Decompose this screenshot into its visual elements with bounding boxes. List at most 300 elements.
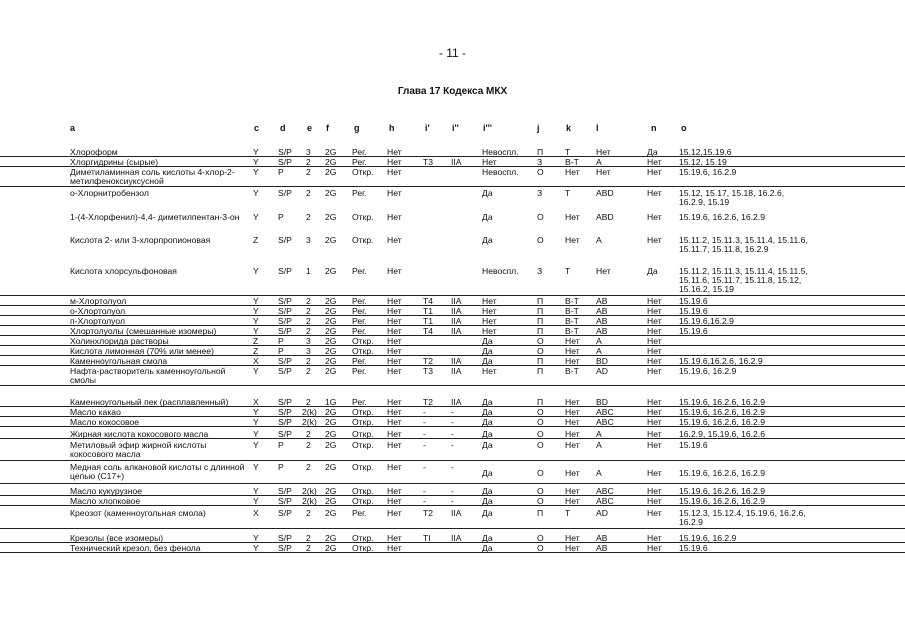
cell-g: Рег. [352,147,367,157]
cell-d: S/P [278,266,292,276]
cell-n: Нет [647,417,662,427]
cell-g: Рег. [352,508,367,518]
cell-g: Откр. [352,429,374,439]
cell-h: Нет [387,346,402,356]
cell-g: Откр. [352,235,374,245]
cell-g: Откр. [352,167,374,177]
cell-f: 2G [325,336,337,346]
table-row [0,316,905,326]
cell-e: 2 [306,462,311,472]
cell-j: О [537,440,544,450]
cell-n: Да [647,266,658,276]
cell-n: Нет [647,366,662,376]
cell-i2: - [451,429,454,439]
cell-k: Т [565,147,571,157]
cell-k: В-Т [565,316,579,326]
cell-h: Нет [387,440,402,450]
cell-c: Y [253,316,259,326]
cell-h: Нет [387,296,402,306]
cell-o: 15.19.6 [679,296,708,306]
cell-d: S/P [278,147,292,157]
table-row [0,440,905,461]
cell-d: P [278,212,284,222]
cell-j: П [537,316,544,326]
cell-i3: Да [482,407,493,417]
cell-e: 2 [306,543,311,553]
table-row [0,496,905,506]
substance-name: Масло хлопковое [70,496,141,506]
cell-i1: T4 [423,326,434,336]
cell-h: Нет [387,336,402,346]
cell-f: 2G [325,486,337,496]
cell-c: Y [253,543,259,553]
cell-i1: - [423,440,426,450]
cell-i1: T3 [423,366,434,376]
cell-l: АВ [596,316,608,326]
column-header-c: c [254,123,260,133]
cell-f: 2G [325,235,337,245]
cell-f: 2G [325,417,337,427]
cell-k: Нет [565,235,580,245]
substance-name: 1-(4-Хлорфенил)-4,4- диметилпентан-3-он [70,212,240,222]
cell-n: Нет [647,316,662,326]
cell-l: BD [596,397,608,407]
cell-k: Нет [565,397,580,407]
substance-name: Крезолы (все изомеры) [70,533,164,543]
cell-o: 15.19.6,16.2.9 [679,316,734,326]
table-row [0,366,905,386]
cell-c: Z [253,336,259,346]
cell-c: Y [253,496,259,506]
table-row [0,157,905,167]
cell-c: Y [253,167,259,177]
cell-d: P [278,462,284,472]
cell-o: 15.19.6 [679,440,708,450]
cell-i1: T3 [423,157,434,167]
cell-l: ABD [596,188,614,198]
substance-name: Диметиламинная соль кислоты 4-хлор-2-метилфеноксиуксусной [70,167,235,186]
cell-e: 2 [306,212,311,222]
cell-h: Нет [387,188,402,198]
cell-l: ABD [596,212,614,222]
cell-i3: Да [482,397,493,407]
column-header-d: d [280,123,286,133]
table-row [0,429,905,439]
cell-l: AD [596,508,608,518]
cell-i2: IIA [451,366,462,376]
cell-h: Нет [387,266,402,276]
cell-i2: IIA [451,356,462,366]
substance-name: п-Хлортолуол [70,316,125,326]
cell-f: 2G [325,496,337,506]
cell-d: S/P [278,356,292,366]
table-row [0,417,905,427]
cell-i3: Да [482,543,493,553]
column-header-o: o [681,123,687,133]
cell-j: З [537,188,543,198]
cell-h: Нет [387,533,402,543]
cell-l: ABC [596,486,614,496]
substance-name: Каменноугольная смола [70,356,168,366]
cell-o: 15.19.6, 16.2.6, 16.2.9 [679,212,766,222]
cell-i1: T4 [423,296,434,306]
cell-d: P [278,346,284,356]
cell-h: Нет [387,366,402,376]
table-row [0,212,905,233]
cell-o: 15.11.2, 15.11.3, 15.11.4, 15.11.5, 15.11.6, 15.11.7, 15.11.8, 15.12, 15.16.2, 15.19 [679,266,808,294]
cell-i1: T2 [423,508,434,518]
cell-g: Откр. [352,440,374,450]
cell-g: Откр. [352,336,374,346]
cell-f: 2G [325,316,337,326]
cell-k: Нет [565,167,580,177]
cell-g: Рег. [352,188,367,198]
cell-o: 15.19.6, 16.2.6, 16.2.9 [679,397,766,407]
substance-name: Жирная кислота кокосового масла [70,429,209,439]
cell-i3: Да [482,212,493,222]
cell-j: З [537,157,543,167]
cell-d: P [278,440,284,450]
cell-i3: Невоспл. [482,167,519,177]
cell-o: 15.11.2, 15.11.3, 15.11.4, 15.11.6, 15.11.7, 15.11.8, 16.2.9 [679,235,808,254]
cell-h: Нет [387,147,402,157]
substance-name: о-Хлорнитробензол [70,188,149,198]
cell-i2: - [451,496,454,506]
cell-e: 1 [306,266,311,276]
cell-n: Нет [647,157,662,167]
cell-i1: - [423,462,426,472]
cell-c: Y [253,266,259,276]
cell-e: 2 [306,440,311,450]
cell-i3: Нет [482,157,497,167]
cell-i3: Да [482,356,493,366]
substance-name: Кислота 2- или 3-хлорпропионовая [70,235,211,245]
cell-h: Нет [387,462,402,472]
cell-g: Откр. [352,496,374,506]
table-row [0,397,905,407]
cell-h: Нет [387,496,402,506]
cell-f: 1G [325,397,337,407]
column-header-i3: i''' [483,123,492,133]
substance-name: Технический крезол, без фенола [70,543,201,553]
column-header-g: g [354,123,360,133]
cell-h: Нет [387,543,402,553]
cell-h: Нет [387,417,402,427]
cell-i1: - [423,407,426,417]
cell-k: В-Т [565,306,579,316]
column-header-k: k [566,123,572,133]
cell-d: S/P [278,508,292,518]
cell-e: 2 [306,366,311,376]
cell-l: А [596,336,602,346]
cell-i1: - [423,486,426,496]
cell-h: Нет [387,157,402,167]
cell-i3: Да [482,486,493,496]
cell-l: А [596,468,602,478]
cell-e: 2 [306,356,311,366]
table-row [0,188,905,209]
cell-j: О [537,407,544,417]
cell-n: Нет [647,188,662,198]
substance-name: Масло кукурузное [70,486,143,496]
cell-k: В-Т [565,157,579,167]
cell-e: 3 [306,235,311,245]
cell-h: Нет [387,356,402,366]
cell-i3: Да [482,188,493,198]
substance-name: Креозот (каменноугольная смола) [70,508,206,518]
cell-e: 2(k) [302,496,317,506]
cell-h: Нет [387,316,402,326]
cell-i2: - [451,417,454,427]
substance-name: Масло кокосовое [70,417,140,427]
cell-e: 2 [306,167,311,177]
cell-i3: Да [482,336,493,346]
cell-j: О [537,496,544,506]
cell-i1: - [423,429,426,439]
chapter-title: Глава 17 Кодекса МКХ [397,86,508,97]
cell-c: Y [253,296,259,306]
cell-c: Y [253,188,259,198]
cell-j: О [537,212,544,222]
cell-d: S/P [278,496,292,506]
cell-e: 3 [306,147,311,157]
cell-k: Нет [565,417,580,427]
cell-g: Рег. [352,326,367,336]
cell-f: 2G [325,543,337,553]
cell-k: Нет [565,407,580,417]
cell-o: 15.19.6, 16.2.6, 16.2.9 [679,486,766,496]
cell-l: Нет [596,147,611,157]
cell-n: Нет [647,533,662,543]
cell-l: А [596,346,602,356]
cell-l: АВ [596,306,608,316]
cell-f: 2G [325,366,337,376]
cell-h: Нет [387,212,402,222]
cell-i2: IIA [451,157,462,167]
table-row [0,235,905,265]
table-row [0,533,905,543]
cell-c: X [253,397,259,407]
cell-e: 2 [306,429,311,439]
cell-d: S/P [278,486,292,496]
cell-l: AB [596,533,608,543]
cell-o: 15.19.6, 16.2.6, 16.2.9 [679,496,766,506]
cell-i1: T2 [423,356,434,366]
cell-f: 2G [325,356,337,366]
cell-i1: - [423,417,426,427]
substance-name: Кислота лимонная (70% или менее) [70,346,214,356]
cell-j: П [537,147,544,157]
cell-j: П [537,306,544,316]
cell-c: X [253,508,259,518]
cell-n: Нет [647,468,662,478]
cell-j: П [537,397,544,407]
cell-j: О [537,336,544,346]
cell-c: Y [253,306,259,316]
cell-i3: Да [482,346,493,356]
cell-g: Рег. [352,366,367,376]
cell-i2: IIA [451,296,462,306]
cell-k: Нет [565,468,580,478]
cell-e: 3 [306,346,311,356]
cell-j: О [537,468,544,478]
column-header-l: l [596,123,599,133]
cell-l: АВ [596,296,608,306]
substance-name: Нафта-растворитель каменноугольной смолы [70,366,226,385]
cell-h: Нет [387,326,402,336]
cell-g: Откр. [352,212,374,222]
cell-e: 2 [306,157,311,167]
cell-j: П [537,508,544,518]
cell-c: Y [253,212,259,222]
cell-i2: - [451,440,454,450]
cell-c: Y [253,440,259,450]
cell-g: Рег. [352,316,367,326]
cell-i3: Да [482,417,493,427]
cell-c: Y [253,462,259,472]
cell-n: Нет [647,167,662,177]
cell-f: 2G [325,157,337,167]
cell-d: S/P [278,417,292,427]
cell-n: Нет [647,212,662,222]
cell-o: 15.12.3, 15.12.4, 15.19.6, 16.2.6, 16.2.9 [679,508,806,527]
cell-c: Y [253,533,259,543]
cell-d: S/P [278,188,292,198]
cell-i2: IIA [451,316,462,326]
cell-i1: T1 [423,316,434,326]
cell-i2: - [451,407,454,417]
cell-j: О [537,235,544,245]
substance-name: Метиловый эфир жирной кислоты кокосового масла [70,440,207,459]
cell-j: О [537,429,544,439]
cell-i3: Нет [482,366,497,376]
cell-n: Нет [647,326,662,336]
cell-d: P [278,167,284,177]
cell-f: 2G [325,407,337,417]
cell-c: Y [253,429,259,439]
cell-i3: Да [482,533,493,543]
table-row [0,543,905,553]
cell-f: 2G [325,188,337,198]
cell-i3: Нет [482,326,497,336]
cell-e: 2(k) [302,417,317,427]
cell-j: О [537,346,544,356]
column-header-a: a [70,123,76,133]
cell-k: Нет [565,212,580,222]
column-header-j: j [537,123,540,133]
cell-o: 15.19.6,16.2.6, 16.2.9 [679,356,763,366]
table-row [0,486,905,496]
cell-i3: Невоспл. [482,147,519,157]
cell-o: 15.12, 15.19 [679,157,727,167]
cell-n: Нет [647,429,662,439]
cell-n: Нет [647,407,662,417]
cell-d: S/P [278,407,292,417]
cell-g: Откр. [352,543,374,553]
cell-k: Нет [565,496,580,506]
column-header-i1: i' [425,123,430,133]
cell-f: 2G [325,533,337,543]
cell-n: Нет [647,543,662,553]
cell-k: Нет [565,543,580,553]
cell-e: 2(k) [302,407,317,417]
cell-i3: Да [482,496,493,506]
cell-i2: IIA [451,508,462,518]
cell-d: S/P [278,543,292,553]
cell-e: 2 [306,188,311,198]
cell-d: S/P [278,296,292,306]
table-row [0,266,905,296]
cell-c: Y [253,366,259,376]
cell-l: А [596,157,602,167]
cell-e: 2 [306,326,311,336]
table-row [0,407,905,417]
cell-i1: TI [423,533,431,543]
cell-k: Нет [565,533,580,543]
table-row [0,147,905,157]
cell-g: Рег. [352,157,367,167]
cell-l: ABC [596,496,614,506]
cell-n: Нет [647,356,662,366]
column-header-e: e [307,123,313,133]
cell-f: 2G [325,508,337,518]
cell-o: 15.19.6 [679,543,708,553]
cell-o: 15.19.6, 16.2.6, 16.2.9 [679,407,766,417]
cell-g: Рег. [352,266,367,276]
cell-k: Нет [565,346,580,356]
cell-l: Нет [596,167,611,177]
cell-d: S/P [278,306,292,316]
cell-j: П [537,326,544,336]
cell-k: Нет [565,486,580,496]
cell-k: Т [565,508,571,518]
cell-c: Z [253,346,259,356]
cell-d: S/P [278,316,292,326]
cell-l: ABC [596,407,614,417]
page-number: - 11 - [438,46,467,60]
cell-o: 15.19.6, 16.2.6, 16.2.9 [679,417,766,427]
cell-l: ABC [596,417,614,427]
cell-e: 3 [306,336,311,346]
cell-f: 2G [325,212,337,222]
cell-n: Нет [647,496,662,506]
cell-i3: Да [482,235,493,245]
cell-d: S/P [278,235,292,245]
cell-k: Нет [565,336,580,346]
cell-j: П [537,296,544,306]
cell-k: Т [565,188,571,198]
cell-n: Нет [647,508,662,518]
cell-h: Нет [387,397,402,407]
cell-h: Нет [387,429,402,439]
cell-g: Откр. [352,417,374,427]
cell-g: Откр. [352,533,374,543]
cell-o: 15.19.6, 16.2.6, 16.2.9 [679,468,766,478]
cell-i3: Да [482,440,493,450]
table-row [0,356,905,366]
cell-o: 15.19.6, 16.2.9 [679,167,737,177]
cell-n: Нет [647,336,662,346]
table-row [0,346,905,356]
substance-name: Хлоргидрины (сырые) [70,157,159,167]
cell-i1: T1 [423,306,434,316]
cell-e: 2 [306,306,311,316]
cell-d: S/P [278,326,292,336]
cell-g: Рег. [352,397,367,407]
cell-h: Нет [387,508,402,518]
cell-o: 16.2.9, 15.19.6, 16.2.6 [679,429,766,439]
cell-n: Нет [647,397,662,407]
